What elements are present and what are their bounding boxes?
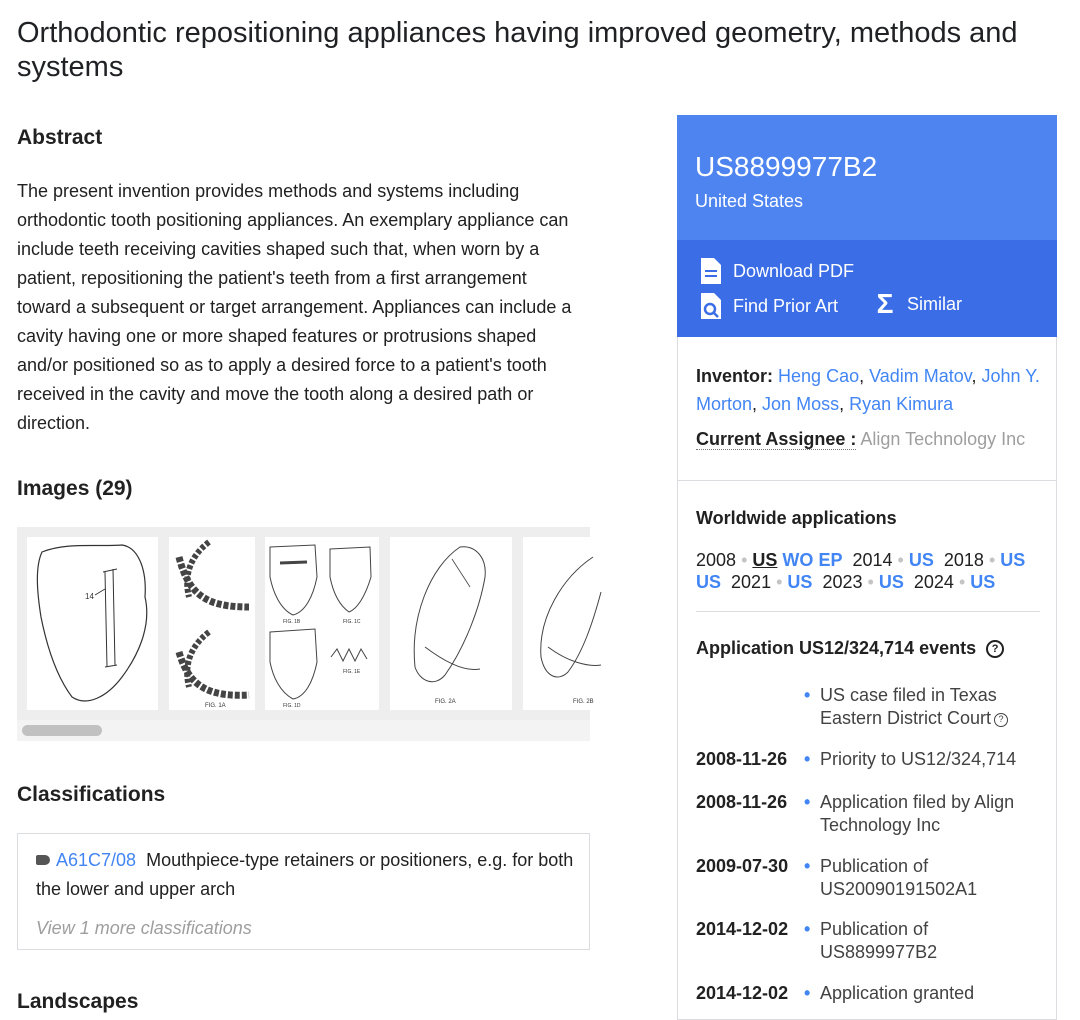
similar-button[interactable] (873, 288, 963, 319)
abstract-heading: Abstract (17, 126, 103, 149)
event-text: Publication of US20090191502A1 (820, 856, 978, 899)
sigma-icon: Σ (876, 288, 894, 319)
assignee-label: Current Assignee : (696, 429, 857, 449)
country-code-link[interactable]: US (787, 572, 813, 592)
country-code-link[interactable]: WO (782, 550, 814, 570)
application-year: 2023 (822, 572, 863, 592)
card-actions (677, 240, 1057, 337)
country-code-link[interactable]: US (908, 550, 934, 570)
figure-label: FIG. 1D (283, 703, 301, 709)
event-date: 2009-07-30 (696, 856, 789, 876)
card-header (677, 115, 1057, 240)
abstract-text: The present invention provides methods and systems including orthodontic tooth positioning appliances. An exemplary appliance can include teeth receiving cavities shaped such that, when worn by a patient, repositioning the patient's teeth from a first arrangement toward a subsequent or target arrangement. Appliances can include a cavity having one or more shaped features or protrusions shaped and/or positioned so as to apply a desired force to a patient's tooth received in the cavity and move the tooth along a desired path or direction. (17, 181, 572, 433)
image-strip-scrollbar[interactable] (17, 720, 590, 741)
inventor-link[interactable]: Ryan Kimura (849, 394, 954, 414)
figure-label: FIG. 1B (283, 619, 301, 625)
landscapes-heading: Landscapes (17, 990, 139, 1013)
assignee-link[interactable]: Align Technology Inc (860, 429, 1026, 449)
event-text: Priority to US12/324,714 (820, 749, 1017, 769)
country-code-link[interactable]: US (878, 572, 904, 592)
inventors: Inventor: Heng Cao, Vadim Matov, John Y. Morton, Jon Moss, Ryan Kimura (696, 366, 1040, 414)
classifications-box (17, 833, 590, 950)
images-heading: Images (29) (17, 477, 133, 500)
publication-number: US8899977B2 (695, 151, 878, 182)
worldwide-applications-heading: Worldwide applications (696, 508, 897, 528)
tooth-profile-drawing-image (523, 537, 603, 710)
event-date: 2008-11-26 (696, 792, 788, 812)
country-code-link-selected[interactable]: US (752, 550, 778, 570)
worldwide-applications-row: 2008 • US WO EP 2014 • US 2018 • US (696, 550, 1026, 570)
current-assignee (696, 429, 1025, 450)
tooth-profile-drawing-image (390, 537, 512, 710)
application-year: 2014 (852, 550, 893, 570)
image-thumbnail-5[interactable] (523, 537, 603, 710)
page-title: Orthodontic repositioning appliances having improved geometry, methods and systems (17, 17, 1018, 83)
event-bullet: • (804, 983, 811, 1003)
event-bullet: • (804, 919, 811, 939)
figure-label: FIG. 1E (343, 669, 361, 675)
download-pdf-label: Download PDF (733, 260, 855, 281)
figure-label: FIG. 2A (435, 699, 456, 705)
event-text: Application granted (820, 983, 975, 1003)
inventor-link[interactable]: Vadim Matov (869, 366, 972, 386)
worldwide-applications-row: US 2021 • US 2023 • US 2024 • US (696, 572, 996, 592)
figure-label: FIG. 1C (343, 619, 361, 625)
application-year: 2018 (943, 550, 984, 570)
inventor-link[interactable]: Jon Moss (762, 394, 840, 414)
similar-label: Similar (907, 293, 963, 314)
event-date: 2014-12-02 (696, 919, 789, 939)
dental-arch-drawing-image (169, 537, 255, 710)
event-text: Publication of US8899977B2 (820, 919, 938, 962)
event-bullet: • (804, 749, 811, 769)
events-heading (696, 638, 1004, 659)
download-pdf-button[interactable] (699, 257, 854, 285)
country-code-link[interactable]: US (970, 572, 996, 592)
view-more-classifications-link[interactable]: View 1 more classifications (36, 918, 252, 938)
help-icon[interactable]: ? (986, 640, 1004, 658)
search-document-icon (699, 292, 723, 320)
country-code-link[interactable]: EP (818, 550, 843, 570)
event-text: Application filed by Align Technology Inc (820, 792, 1015, 835)
event-text[interactable]: US case filed in Texas Eastern District Court ? (820, 684, 1045, 730)
tag-icon (36, 855, 50, 865)
application-year: 2008 (696, 550, 737, 570)
scrollbar-thumb[interactable] (22, 725, 102, 736)
inventor-link[interactable]: Heng Cao (778, 366, 860, 386)
divider (678, 480, 1056, 481)
find-prior-art-button[interactable] (699, 292, 838, 320)
image-strip (17, 527, 594, 741)
classification-item (36, 846, 576, 904)
classification-code-link[interactable]: A61C7/08 (56, 850, 137, 870)
country: United States (695, 191, 804, 211)
find-prior-art-label: Find Prior Art (733, 295, 839, 316)
event-bullet: • (804, 685, 811, 705)
tooth-sections-drawing-image (265, 537, 379, 710)
figure-label: FIG. 1A (205, 703, 226, 709)
event-date: 2008-11-26 (696, 749, 788, 769)
inventor-label: Inventor: (696, 366, 774, 386)
image-thumbnail-1[interactable] (27, 537, 158, 710)
image-thumbnail-3[interactable] (265, 537, 379, 710)
classification-description: Mouthpiece-type retainers or positioners, e.g. for both the lower and upper arch (36, 850, 574, 899)
event-bullet: • (804, 792, 811, 812)
event-bullet: • (804, 856, 811, 876)
inventor-link[interactable]: John Y. Morton (696, 366, 1040, 414)
classifications-heading: Classifications (17, 783, 166, 806)
tooth-drawing-image (27, 537, 158, 710)
pdf-document-icon (699, 257, 723, 285)
application-year: 2021 (731, 572, 772, 592)
application-year: 2024 (913, 572, 954, 592)
figure-label: FIG. 2B (573, 699, 594, 705)
country-code-link[interactable]: US (1000, 550, 1026, 570)
events-heading-text: Application US12/324,714 events (696, 638, 977, 658)
patent-info-card (677, 115, 1057, 1020)
divider (696, 611, 1040, 612)
image-thumbnail-2[interactable] (169, 537, 255, 710)
country-code-link[interactable]: US (696, 572, 722, 592)
image-thumbnail-4[interactable] (390, 537, 512, 710)
help-icon[interactable]: ? (994, 713, 1008, 727)
figure-label: 14 (85, 592, 94, 601)
event-date: 2014-12-02 (696, 983, 789, 1003)
